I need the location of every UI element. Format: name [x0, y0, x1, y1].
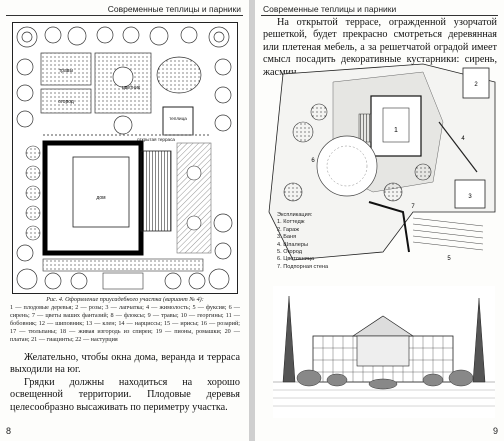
paragraph: На открытой террасе, огражденной узорчатой решеткой, будет прекрасно смотреться деревянная или плетеная мебель, а за решетчатой оградой имеет смысл посадить декоративные кустарники: сирень, жасмин,: [263, 17, 497, 78]
label-flowerbed: цветник: [121, 85, 141, 91]
plan-number: 4: [461, 136, 465, 142]
plan-number: 5: [447, 256, 451, 262]
figure-caption: [10, 296, 240, 344]
legend-item: 3. Баня: [277, 234, 297, 241]
legend-item: 5. Огород: [277, 249, 302, 256]
garden-perspective-illustration: [273, 286, 495, 418]
label-terrace: открытая терраса: [137, 137, 175, 142]
plan-legend: [277, 212, 377, 271]
plan-number: 3: [468, 194, 472, 200]
left-head-rule: [6, 15, 243, 16]
left-running-head: Современные теплицы и парники: [107, 4, 241, 14]
plan-number: 1: [394, 127, 398, 134]
legend-item: 1. Коттедж: [277, 219, 305, 226]
plan-number: 6: [311, 158, 315, 164]
site-plan-drawing: [13, 23, 237, 293]
left-page-number: 8: [6, 426, 12, 436]
left-page: [0, 0, 249, 441]
plan-number: 2: [474, 82, 478, 88]
site-plan-figure: [12, 22, 238, 294]
caption-legend: 1 — плодовые деревья; 2 — розы; 3 — лапчатка; 4 — жимолость; 5 — фуксия; 6 — сирень; 7 — цветы ваших фантазий; 8 — флоксы; 9 — травы; 10 — георгины; 11 — бобовник; 12 — шиповник; 13 — клен; 14 — нарциссы; 15 — ирисы; 16 — розарий; 17 — тюльпаны; 18 — живая изгородь из спиреи; 19 — пионы, ромашки; 20 — платан; 21 — гиацинты; 22 — настурция: [10, 304, 240, 343]
label-house: дом: [96, 195, 106, 201]
legend-item: 6. Цветочница: [277, 256, 315, 263]
legend-item: 4. Шпалеры: [277, 241, 308, 248]
right-running-head: Современные теплицы и парники: [263, 4, 397, 14]
right-page-number: 9: [492, 426, 498, 436]
right-head-rule: [261, 15, 498, 16]
left-body-text: [10, 352, 240, 414]
site-layout-figure: [263, 62, 497, 280]
legend-title: Экспликация:: [277, 212, 313, 218]
paragraph: Грядки должны находиться на хорошо освещенной территории. Плодовые деревья целесообразно высаживать по периметру участка.: [10, 376, 240, 413]
paragraph: Желательно, чтобы окна дома, веранда и терраса выходили на юг.: [10, 352, 240, 376]
plan-number: 7: [411, 204, 415, 210]
label-herbs: травы: [58, 68, 74, 74]
right-page: [255, 0, 504, 441]
perspective-drawing: [273, 286, 495, 418]
label-garden: огород: [58, 99, 74, 105]
caption-title: Рис. 4. Оформление приусадебного участка (вариант № 4):: [46, 296, 204, 303]
legend-item: 7. Подпорная стена: [277, 263, 329, 270]
legend-item: 2. Гараж: [277, 226, 300, 233]
label-greenhouse: теплица: [169, 116, 187, 121]
